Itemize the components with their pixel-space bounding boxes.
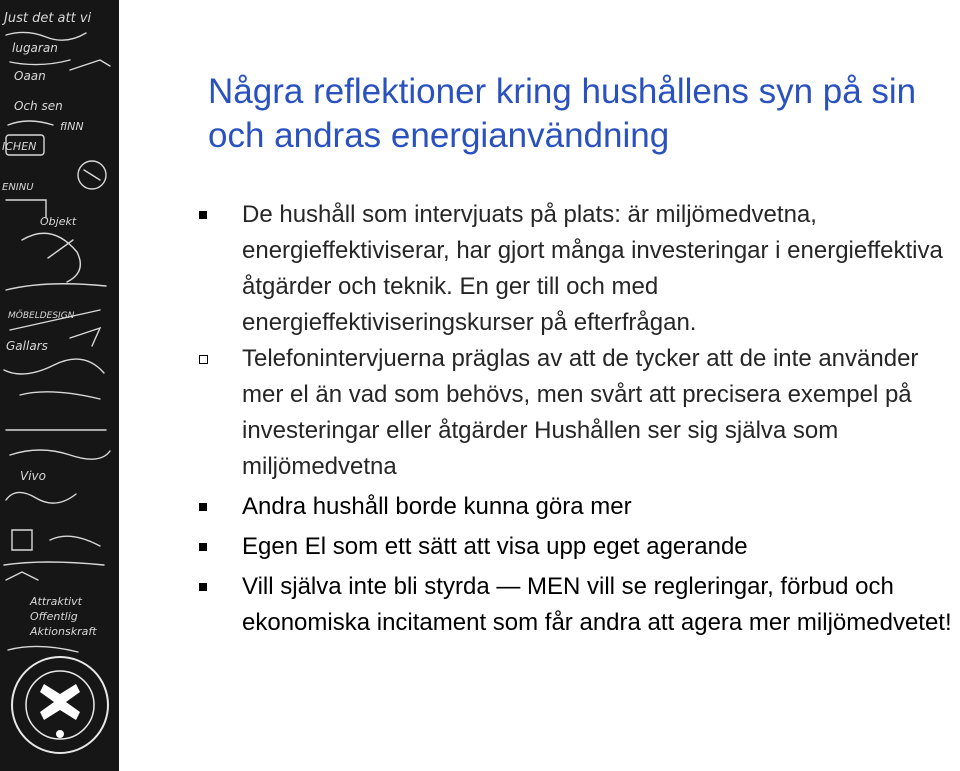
chalkboard-sidebar	[0, 0, 119, 771]
scribble-text: fINN	[60, 120, 84, 133]
square-bullet-icon	[199, 583, 207, 591]
bullet-text: Vill själva inte bli styrda — MEN vill se regleringar, förbud och ekonomiska incitament som får andra att agera mer miljömedvetet!	[242, 573, 952, 636]
scribble-text: Offentlig	[30, 610, 78, 623]
chalkboard-scribbles	[0, 0, 119, 771]
scribble-text: Just det att vi	[4, 11, 92, 26]
scribble-text: Objekt	[40, 215, 77, 228]
scribble-text: MÖBELDESIGN	[8, 311, 75, 321]
slide-title: Några reflektioner kring hushållens syn på sin och andras energianvändning	[208, 72, 917, 155]
scribble-text: ENINU	[2, 182, 34, 193]
scribble-text: lugaran	[12, 41, 58, 55]
bullet-item	[196, 341, 956, 485]
bullet-text: Egen El som ett sätt att visa upp eget agerande	[242, 533, 748, 560]
bullet-item	[196, 197, 956, 341]
square-bullet-icon	[199, 503, 207, 511]
bullet-text: Telefonintervjuerna präglas av att de tycker att de inte använder mer el än vad som behövs, men svårt att precisera exempel på investeringar eller åtgärder Hushållen ser sig själva som miljömedvetna	[242, 345, 919, 480]
university-seal-icon	[12, 657, 108, 753]
bullet-item	[196, 489, 956, 525]
scribble-text: Gallars	[6, 339, 48, 353]
bullet-text: Andra hushåll borde kunna göra mer	[242, 493, 632, 520]
square-bullet-icon	[199, 211, 207, 219]
scribble-text: Attraktivt	[30, 595, 82, 608]
scribble-text: ICHEN	[2, 140, 37, 153]
bullet-list	[196, 197, 956, 641]
square-bullet-icon	[199, 543, 207, 551]
bullet-item	[196, 569, 956, 641]
bullet-item	[196, 529, 956, 565]
scribble-text: Och sen	[14, 99, 63, 113]
scribble-text: Oaan	[14, 69, 46, 83]
scribble-text: Vivo	[20, 469, 46, 483]
scribble-text: Aktionskraft	[30, 625, 97, 638]
hollow-square-bullet-icon	[199, 355, 208, 364]
bullet-text: De hushåll som intervjuats på plats: är miljömedvetna, energieffektiviserar, har gjort många investeringar i energieffektiva åtgärder och teknik. En ger till och med energieffektiviseringskurser på efterfrågan.	[242, 201, 943, 336]
